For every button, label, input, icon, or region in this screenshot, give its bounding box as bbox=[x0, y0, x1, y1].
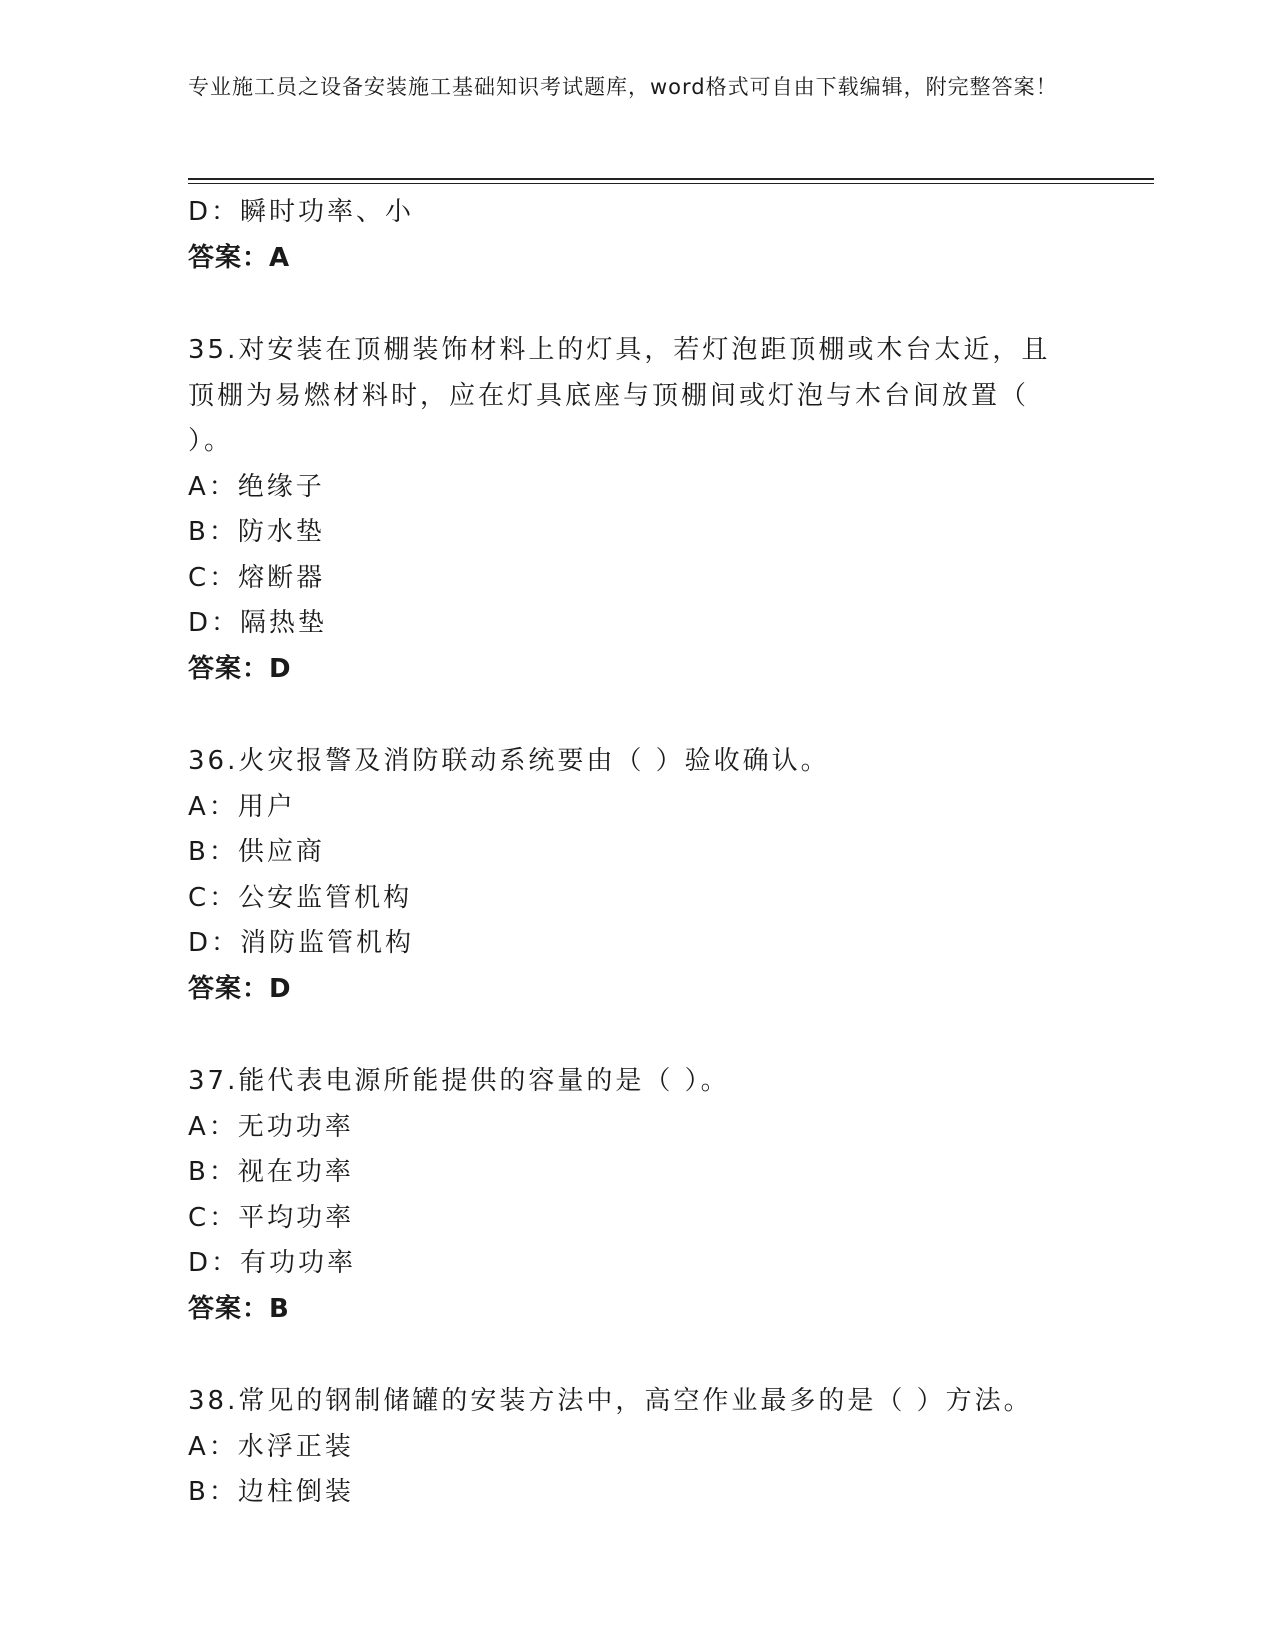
header-divider-thin bbox=[188, 183, 1154, 184]
option-a: A：无功功率 bbox=[188, 1111, 354, 1142]
answer-line: 答案：D bbox=[188, 973, 292, 1004]
answer-line: 答案：A bbox=[188, 242, 291, 273]
question-36-stem: 36.火灾报警及消防联动系统要由（ ）验收确认。 bbox=[188, 746, 830, 776]
option-d: D：隔热垫 bbox=[188, 608, 328, 638]
question-35-stem: 35.对安装在顶棚装饰材料上的灯具，若灯泡距顶棚或木台太近，且顶棚为易燃材料时，应在灯具底座与顶棚间或灯泡与木台间放置（ ）。 bbox=[188, 335, 1051, 456]
option-b: B：供应商 bbox=[188, 837, 325, 867]
option-d: D：消防监管机构 bbox=[188, 928, 415, 958]
option-a: A：绝缘子 bbox=[188, 471, 325, 502]
question-38-stem: 38.常见的钢制储罐的安装方法中，高空作业最多的是（ ）方法。 bbox=[188, 1386, 1033, 1416]
option-b: B：边柱倒装 bbox=[188, 1477, 354, 1507]
question-list bbox=[188, 190, 1088, 1516]
header-divider bbox=[188, 178, 1154, 180]
option-c: C：公安监管机构 bbox=[188, 882, 413, 913]
question-37-stem: 37.能代表电源所能提供的容量的是（ ）。 bbox=[188, 1066, 730, 1096]
option-b: B：防水垫 bbox=[188, 517, 325, 547]
page-header: 专业施工员之设备安装施工基础知识考试题库，word格式可自由下载编辑，附完整答案！ bbox=[188, 75, 1058, 99]
option-c: C：熔断器 bbox=[188, 562, 326, 593]
option-d: D：瞬时功率、小 bbox=[188, 197, 415, 227]
answer-line: 答案：B bbox=[188, 1293, 290, 1324]
answer-line: 答案：D bbox=[188, 653, 292, 684]
option-d: D：有功功率 bbox=[188, 1248, 357, 1278]
option-b: B：视在功率 bbox=[188, 1157, 354, 1187]
option-a: A：水浮正装 bbox=[188, 1431, 354, 1462]
option-c: C：平均功率 bbox=[188, 1202, 355, 1233]
option-a: A：用户 bbox=[188, 791, 296, 822]
